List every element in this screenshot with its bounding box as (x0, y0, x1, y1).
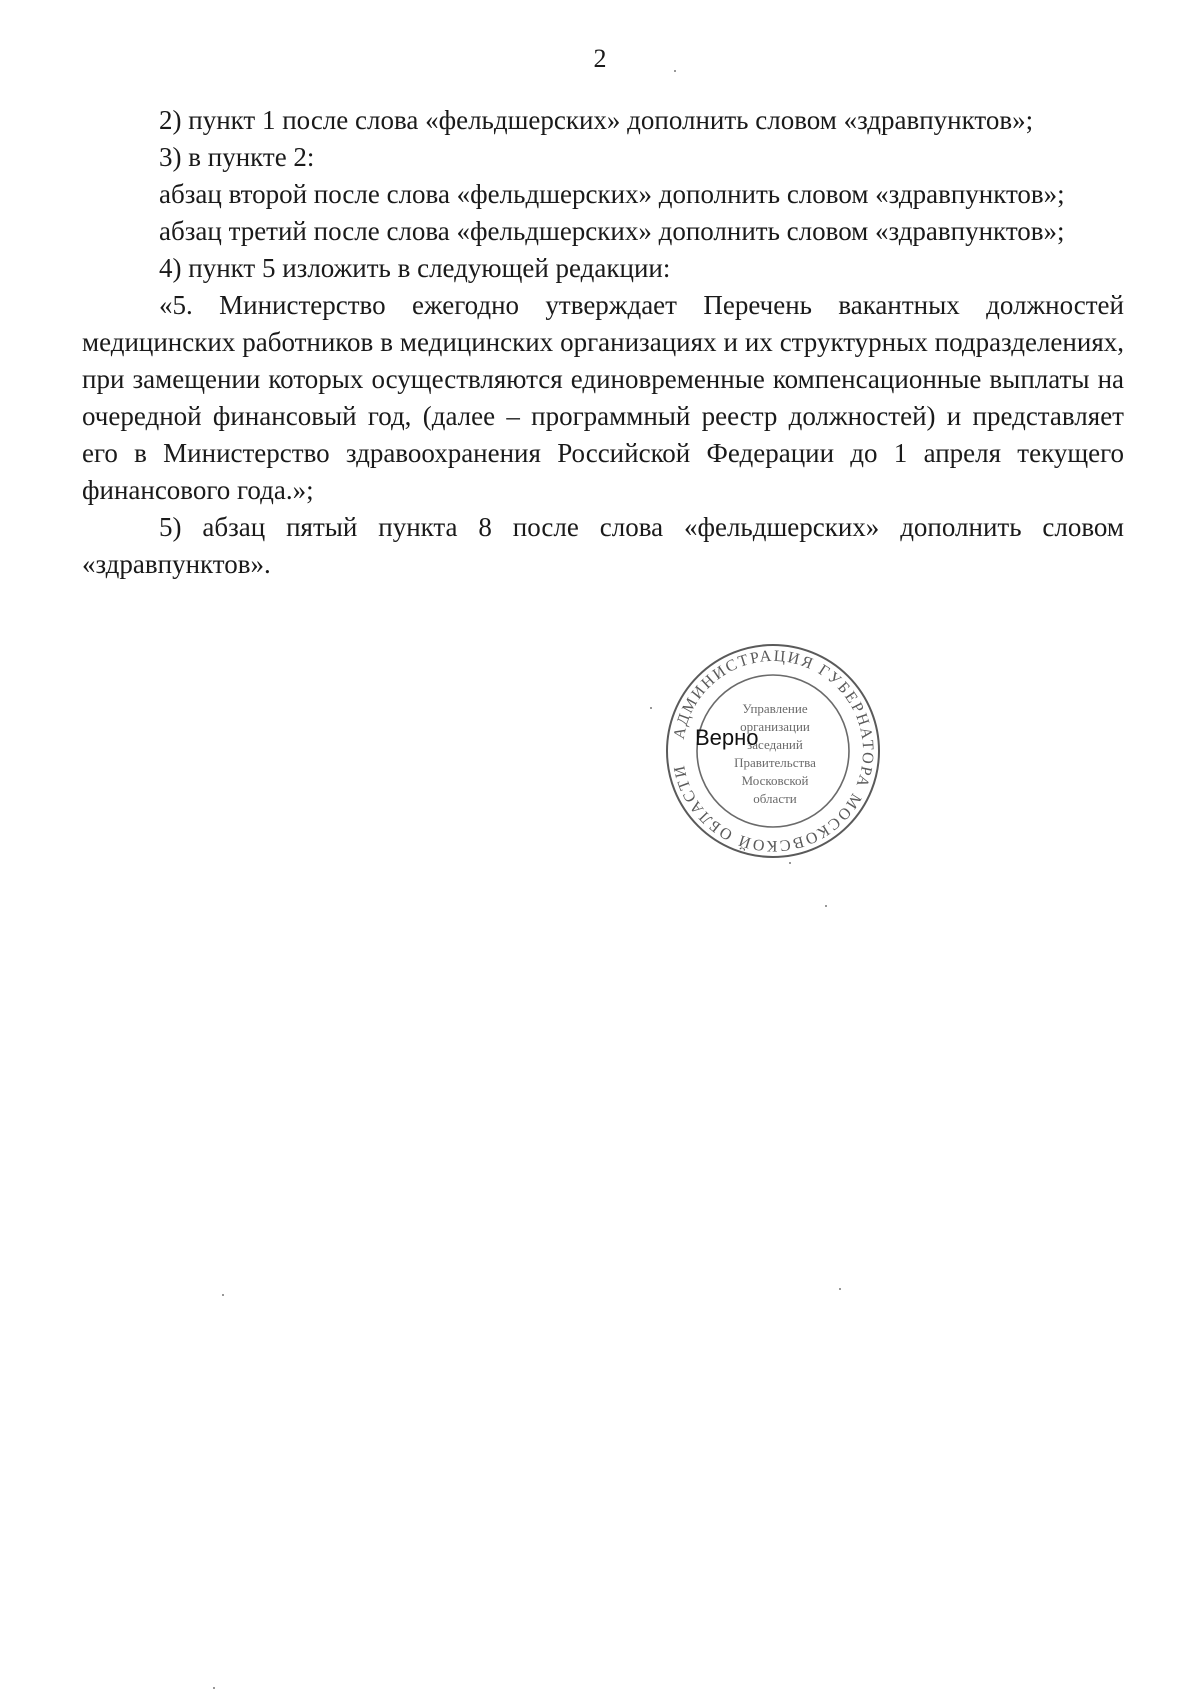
seal-line-2: организации (740, 719, 810, 734)
document-body (82, 102, 1124, 583)
scan-speck (222, 1294, 224, 1296)
seal-line-3: заседаний (747, 737, 803, 752)
seal-line-1: Управление (742, 701, 808, 716)
paragraph-item-4: 4) пункт 5 изложить в следующей редакции: (159, 253, 671, 283)
paragraph-abzac-3: абзац третий после слова «фельдшерских» дополнить словом «здравпунктов»; (159, 216, 1065, 246)
seal-line-6: области (753, 791, 797, 806)
scan-speck (789, 862, 791, 864)
scan-speck (650, 707, 652, 709)
scan-speck (839, 1288, 841, 1290)
paragraph-quoted-point-5: «5. Министерство ежегодно утверждает Перечень вакантных должностей медицинских работников в медицинских организациях и их структурных подразделениях, при замещении которых осуществляются единовременные компенсационные выплаты на очередной финансовый год, (далее – программный реестр должностей) и представляет его в Министерство здравоохранения Российской Федерации до 1 апреля текущего финансового года.»; (82, 290, 1124, 505)
paragraph-item-5: 5) абзац пятый пункта 8 после слова «фельдшерских» дополнить словом «здравпунктов». (82, 512, 1124, 579)
scan-speck (825, 905, 827, 907)
paragraph-abzac-2: абзац второй после слова «фельдшерских» дополнить словом «здравпунктов»; (159, 179, 1065, 209)
seal-line-5: Московской (741, 773, 809, 788)
official-seal (663, 641, 883, 861)
page-number: 2 (593, 44, 607, 73)
paragraph-item-2: 2) пункт 1 после слова «фельдшерских» дополнить словом «здравпунктов»; (159, 105, 1034, 135)
scan-speck (674, 70, 676, 72)
paragraph-item-3: 3) в пункте 2: (159, 142, 315, 172)
certification-mark: Верно (695, 725, 759, 750)
seal-outer-text: АДМИНИСТРАЦИЯ ГУБЕРНАТОРА МОСКОВСКОЙ ОБЛАСТИ (670, 647, 877, 855)
scan-speck (213, 1687, 215, 1689)
seal-line-4: Правительства (734, 755, 816, 770)
